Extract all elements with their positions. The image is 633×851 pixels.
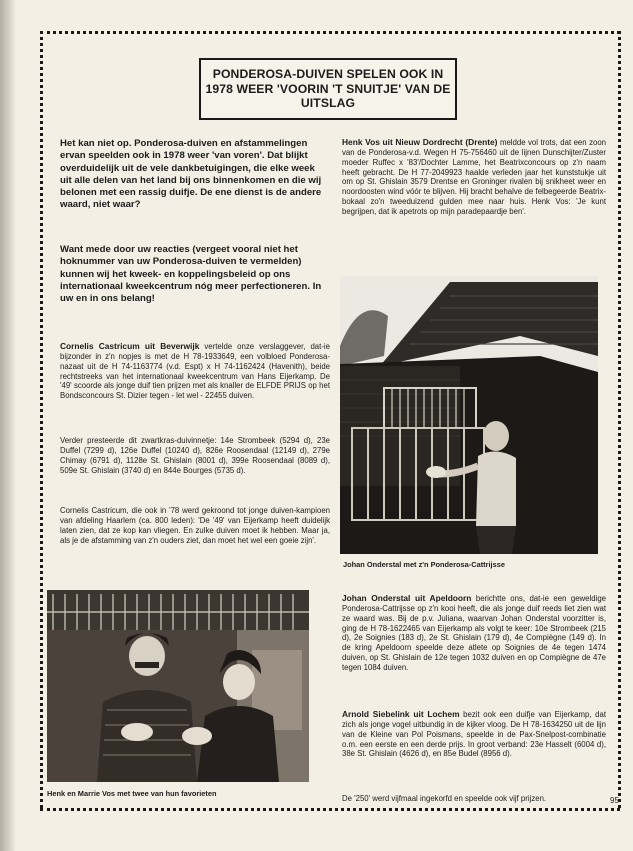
headline: PONDEROSA-DUIVEN SPELEN OOK IN 1978 WEER 'VOORIN 'T SNUITJE' VAN DE UITSLAG <box>205 67 451 111</box>
onderstal-paragraph <box>342 594 606 673</box>
castricum-paragraph-2: Verder presteerde dit zwartkras-duivinnetje: 14e Strombeek (5294 d), 23e Duffel (7299 d), 126e Duffel (10240 d), 826e Roosendaal (12149 d), 279e Chimay (6791 d), 1128e St. Ghislain (8001 d), 399e Roosendaal (8089 d), 509e St. Ghislain (3740 d) en 844e Bourges (5735 d). <box>60 436 330 475</box>
castricum-paragraph-3: Cornelis Castricum, die ook in '78 werd gekroond tot jonge duiven-kampioen van afdeling Haarlem (ca. 800 leden): 'De '49' van Eijerkamp heeft duidelijk laten zien, dat ze kop kan vliegen. En zulke duiven moet ik hebben. Maar ja, als je de afstamming van z'n ouders ziet, dan moet het wel een goeie zijn'. <box>60 506 330 545</box>
vos-paragraph <box>342 138 606 217</box>
vos-text: meldde vol trots, dat een zoon van de Ponderosa-v.d. Wegen H 75-756460 uit de lijnen Dunschijter/Zuster moeder Ruffec x '83'/Dochter Lamme, het Beatrixconcours op z'n naam heeft gebracht. De H 77-2049923 haalde verleden jaar het kunststukje uit om op St. Ghislain 3579 Drentse en Groninger rivalen bij snikheet weer en noordoosten wind vóór te blijven. Hij bracht behalve de felbegeerde Beatrix-bokaal zo'n tweeduizend gulden mee naar huis. Henk Vos: 'Je kunt begrijpen, dat ik apetrots op mijn paradepaardje ben'. <box>342 138 606 216</box>
siebelink-paragraph <box>342 710 606 759</box>
caption-vos: Henk en Marrie Vos met twee van hun favorieten <box>47 789 217 798</box>
photo-johan-onderstal <box>340 276 598 554</box>
siebelink-paragraph-2: De '250' werd vijfmaal ingekorfd en speelde ook vijf prijzen. <box>342 794 547 803</box>
book-spine-shadow <box>0 0 16 851</box>
photo-henk-marrie-vos <box>47 590 309 782</box>
border-left <box>40 31 43 808</box>
onderstal-text: berichtte ons, dat-ie een geweldige Ponderosa-Cattrijsse op z'n kooi heeft, die als jonge duif reeds liet zien wat ze waard was. Bij de p.v. Juliana, waarvan Johan Onderstal voorzitter is, ging de H 78-1622465 van Eijerkamp als volgt te keer: 10e Strombeek (215 d), 2e Soignies (183 d), 2e St. Ghislain (179 d), 4e Compiègne (149 d). In de kring Apeldoorn speelde deze atlete op Soignies de 4e tegen 1474 duiven, op St. Ghislain de 12e tegen 1032 duiven en op Compiègne de 47e tegen 1084 duiven. <box>342 594 606 672</box>
siebelink-heading: Arnold Siebelink uit Lochem <box>342 709 460 719</box>
vos-photo-image <box>47 590 309 782</box>
page-number: 95 <box>610 796 619 805</box>
headline-box <box>199 58 457 120</box>
border-top <box>40 31 620 34</box>
appeal-text: Want mede door uw reacties (vergeet vooral niet het hoknummer van uw Ponderosa-duiven te vermelden) kunnen wij het kweek- en koppelingsbeleid op ons internationaal kweekcentrum nóg meer perfectioneren. In uw en in ons belang! <box>60 244 322 305</box>
castricum-heading: Cornelis Castricum uit Beverwijk <box>60 341 200 351</box>
onderstal-photo-image <box>340 276 598 554</box>
border-bottom <box>40 808 620 811</box>
border-right <box>618 31 621 808</box>
onderstal-heading: Johan Onderstal uit Apeldoorn <box>342 593 472 603</box>
caption-onderstal: Johan Onderstal met z'n Ponderosa-Cattrijsse <box>343 560 505 569</box>
castricum-text-1: vertelde onze verslaggever, dat-ie bijzonder in z'n nopjes is met de H 78-1933649, een volbloed Ponderosa-nazaat uit de H 74-1163774 (v.d. Espt) x H 74-1162424 (Havenith), beide rechtstreeks van het internationaal kweekcentrum van Hans Eijerkamp. De '49' scoorde als jonge duif tien prijzen met als knaller de ELFDE PRIJS op het Bondsconcours St. Dizier tegen - let wel - 22455 duiven. <box>60 342 330 401</box>
vos-heading: Henk Vos uit Nieuw Dordrecht (Drente) <box>342 137 498 147</box>
siebelink-text: bezit ook een duifje van Eijerkamp, dat zich als jonge vogel uitbundig in de kijker vloog. De H 78-1634250 uit de lijn van de Kleine van Pol Poismans, speelde in de Pax-Snelpost-combinatie o.m. een eerste en een derde prijs. In groot verband: 23e Hasselt (6004 d), 38e St. Ghislain (4626 d), en 85e Budel (8956 d). <box>342 710 607 759</box>
castricum-paragraph-1 <box>60 342 330 401</box>
intro-text: Het kan niet op. Ponderosa-duiven en afstammelingen ervan speelden ook in 1978 weer 'van voren'. Dat blijkt overduidelijk uit de vele dankbetuigingen, die elke week uit alle delen van het land bij ons binnenkomen en die wij belonen met een rassig duifje. De ene dienst is de andere waard, niet waar? <box>60 138 322 211</box>
